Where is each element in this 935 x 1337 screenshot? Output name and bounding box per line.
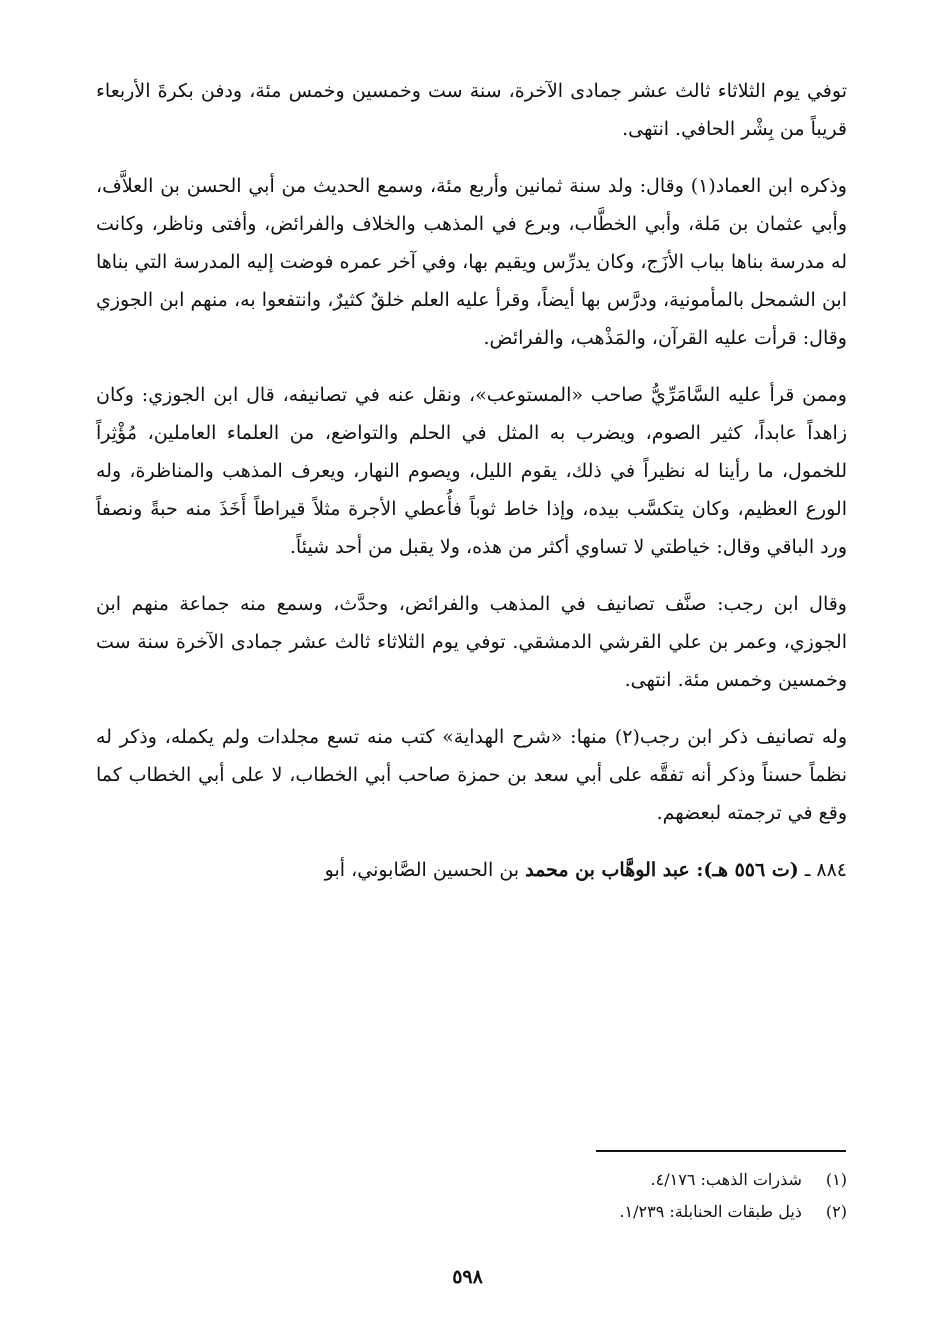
entry-title: (ت ٥٥٦ هـ): عبد الوهَّاب بن محمد — [525, 859, 799, 881]
entry-heading — [96, 851, 847, 889]
paragraph-3: وممن قرأ عليه السَّامَرِّيُّ صاحب «المستوعب»، ونقل عنه في تصانيفه، قال ابن الجوزي: وكان زاهداً عابداً، كثير الصوم، ويضرب به المثل في الحلم والتواضع، من العلماء العاملين، مُؤْثِراً للخمول، ما رأينا له نظيراً في ذلك، يقوم الليل، ويصوم النهار، ويعرف المذهب والمناظرة، وله الورع العظيم، وكان يتكسَّب بيده، وإذا خاط ثوباً فأُعطي الأجرة مثلاً قيراطاً أَخَذَ منه حبةً ونصفاً ورد الباقي وقال: خياطتي لا تساوي أكثر من هذه، ولا يقبل من أحد شيئاً. — [96, 384, 847, 558]
main-text — [96, 72, 847, 908]
footnote-number: (٢) — [825, 1202, 847, 1221]
footnotes — [397, 1164, 847, 1228]
paragraph-5: وله تصانيف ذكر ابن رجب(٢) منها: «شرح الهداية» كتب منه تسع مجلدات ولم يكمله، وذكر له نظماً حسناً وذكر أنه تفقَّه على أبي سعد بن حمزة صاحب أبي الخطاب، لا على أبي الخطاب كما وقع في ترجمته لبعضهم. — [96, 726, 848, 824]
footnote-1 — [397, 1164, 847, 1196]
footnote-text: ذيل طبقات الحنابلة: ١/٢٣٩. — [619, 1202, 802, 1221]
page-number: ٥٩٨ — [452, 1266, 483, 1288]
paragraph-2: وذكره ابن العماد(١) وقال: ولد سنة ثمانين وأربع مئة، وسمع الحديث من أبي الحسن بن العلاَّف، وأبي عثمان بن مَلة، وأبي الخطَّاب، وبرع في المذهب والخلاف والفرائض، وأفتى وناظر، وكانت له مدرسة بناها بباب الأزَج، وكان يدرِّس ويقيم بها، وفي آخر عمره فوضت إليه المدرسة التي بناها ابن الشمحل بالمأمونية، ودرَّس بها أيضاً، وقرأ عليه العلم خلقٌ كثيرٌ، وانتفعوا به، منهم ابن الجوزي وقال: قرأت عليه القرآن، والمَذْهب، والفرائض. — [96, 175, 847, 349]
footnote-number: (١) — [825, 1170, 847, 1189]
entry-number: ٨٨٤ ـ — [804, 859, 847, 881]
footnote-divider — [596, 1150, 846, 1152]
paragraph-4: وقال ابن رجب: صنَّف تصانيف في المذهب والفرائض، وحدَّث، وسمع منه جماعة منهم ابن الجوزي، وعمر بن علي القرشي الدمشقي. توفي يوم الثلاثاء ثالث عشر جمادى الآخرة سنة ست وخمسين وخمس مئة. انتهى. — [96, 593, 847, 691]
paragraph-1: توفي يوم الثلاثاء ثالث عشر جمادى الآخرة، سنة ست وخمسين وخمس مئة، ودفن بكرةَ الأربعاء قريباً من بِشْر الحافي. انتهى. — [96, 80, 847, 140]
entry-continuation: بن الحسين الصَّابوني، أبو — [324, 859, 520, 881]
footnote-2 — [397, 1196, 847, 1228]
footnote-text: شذرات الذهب: ٤/١٧٦. — [650, 1170, 802, 1189]
